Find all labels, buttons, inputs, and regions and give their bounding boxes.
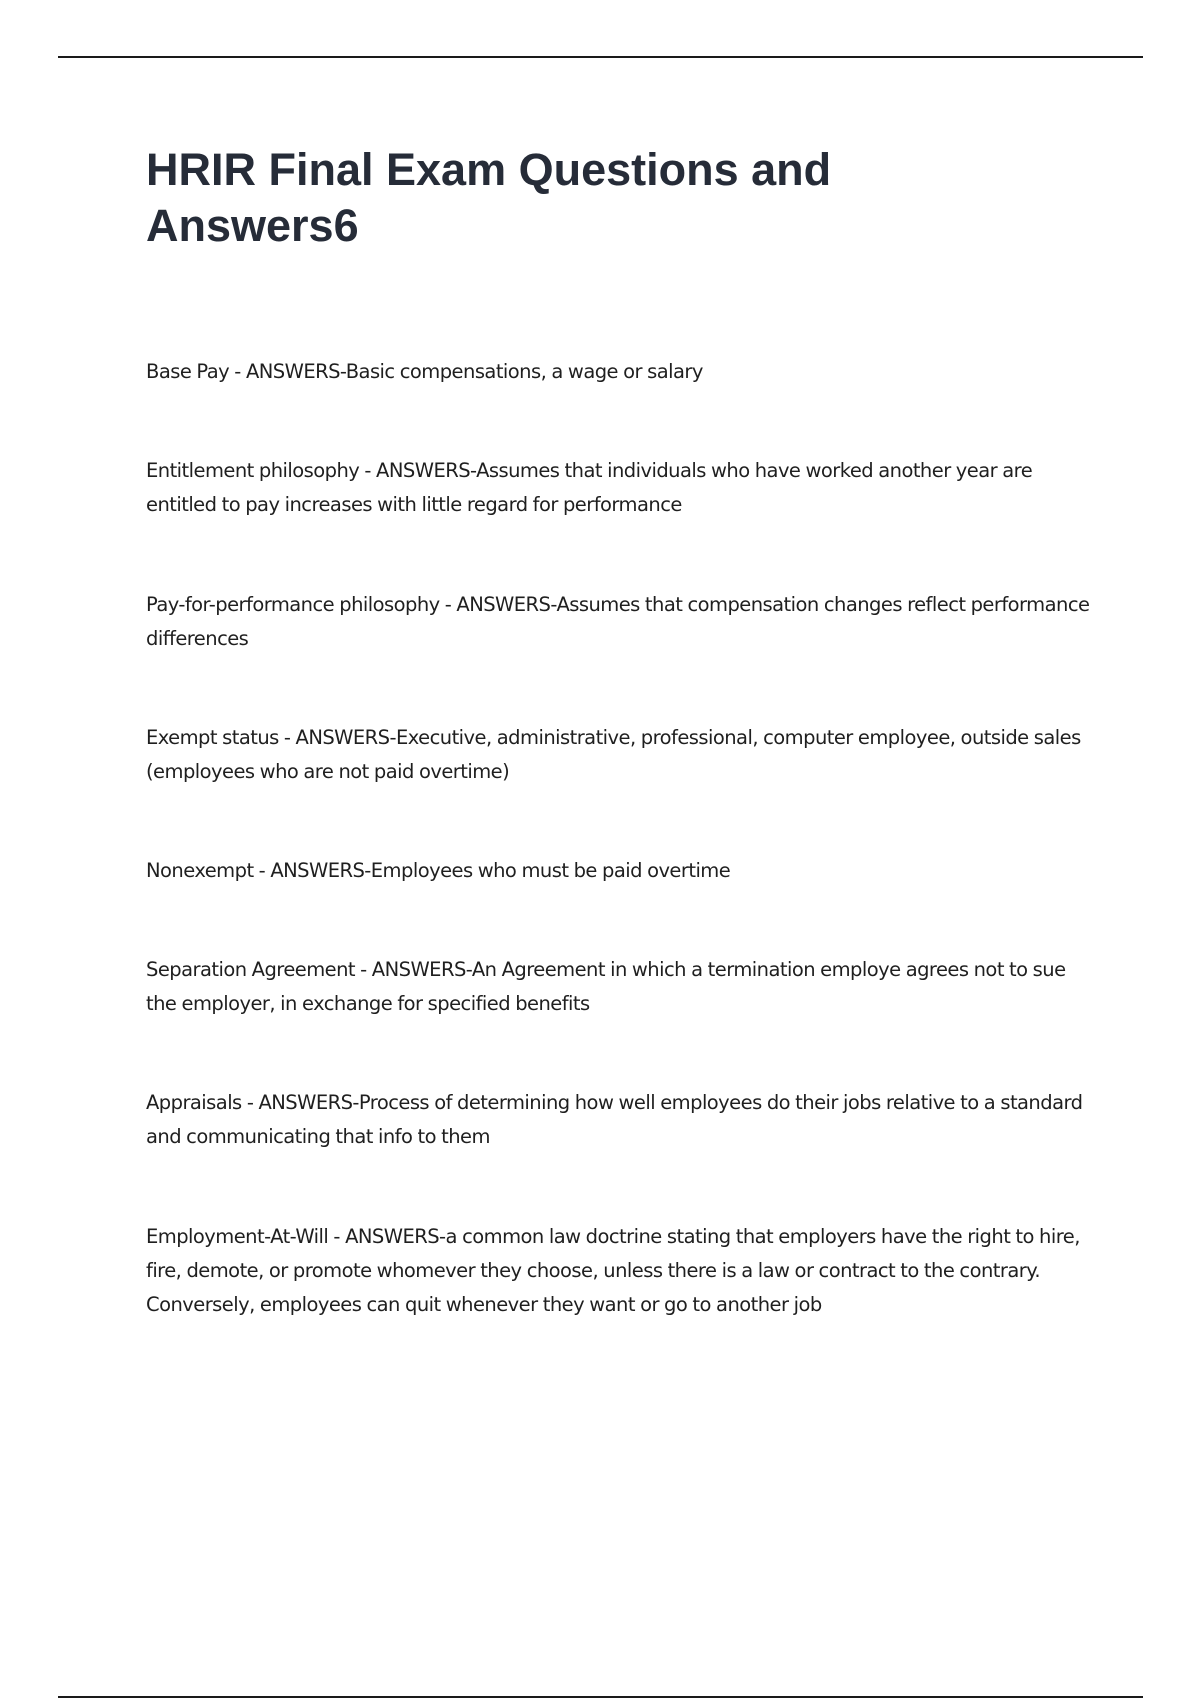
qa-entry-nonexempt: Nonexempt - ANSWERS-Employees who must be paid overtime [146,859,731,882]
page-title: HRIR Final Exam Questions and Answers6 [146,144,832,251]
qa-entry-entitlement-philosophy: Entitlement philosophy - ANSWERS-Assumes that individuals who have worked another year are entitled to pay increases with little regard for performance [146,459,1033,516]
qa-entry-employment-at-will: Employment-At-Will - ANSWERS-a common law doctrine stating that employers have the right to hire, fire, demote, or promote whomever they choose, unless there is a law or contract to the contrary. Conversely, employees can quit whenever they want or go to another job [146,1225,1080,1316]
qa-entry-pay-for-performance: Pay-for-performance philosophy - ANSWERS-Assumes that compensation changes reflect performance differences [146,593,1090,650]
qa-entry-exempt-status: Exempt status - ANSWERS-Executive, administrative, professional, computer employee, outside sales (employees who are not paid overtime) [146,726,1081,783]
qa-list [146,355,1096,1322]
qa-entry-base-pay: Base Pay - ANSWERS-Basic compensations, a wage or salary [146,360,703,383]
qa-entry-separation-agreement: Separation Agreement - ANSWERS-An Agreement in which a termination employe agrees not to sue the employer, in exchange for specified benefits [146,958,1066,1015]
bottom-divider [58,1696,1143,1698]
qa-entry-appraisals: Appraisals - ANSWERS-Process of determining how well employees do their jobs relative to a standard and communicating that info to them [146,1091,1083,1148]
top-divider [58,56,1143,58]
